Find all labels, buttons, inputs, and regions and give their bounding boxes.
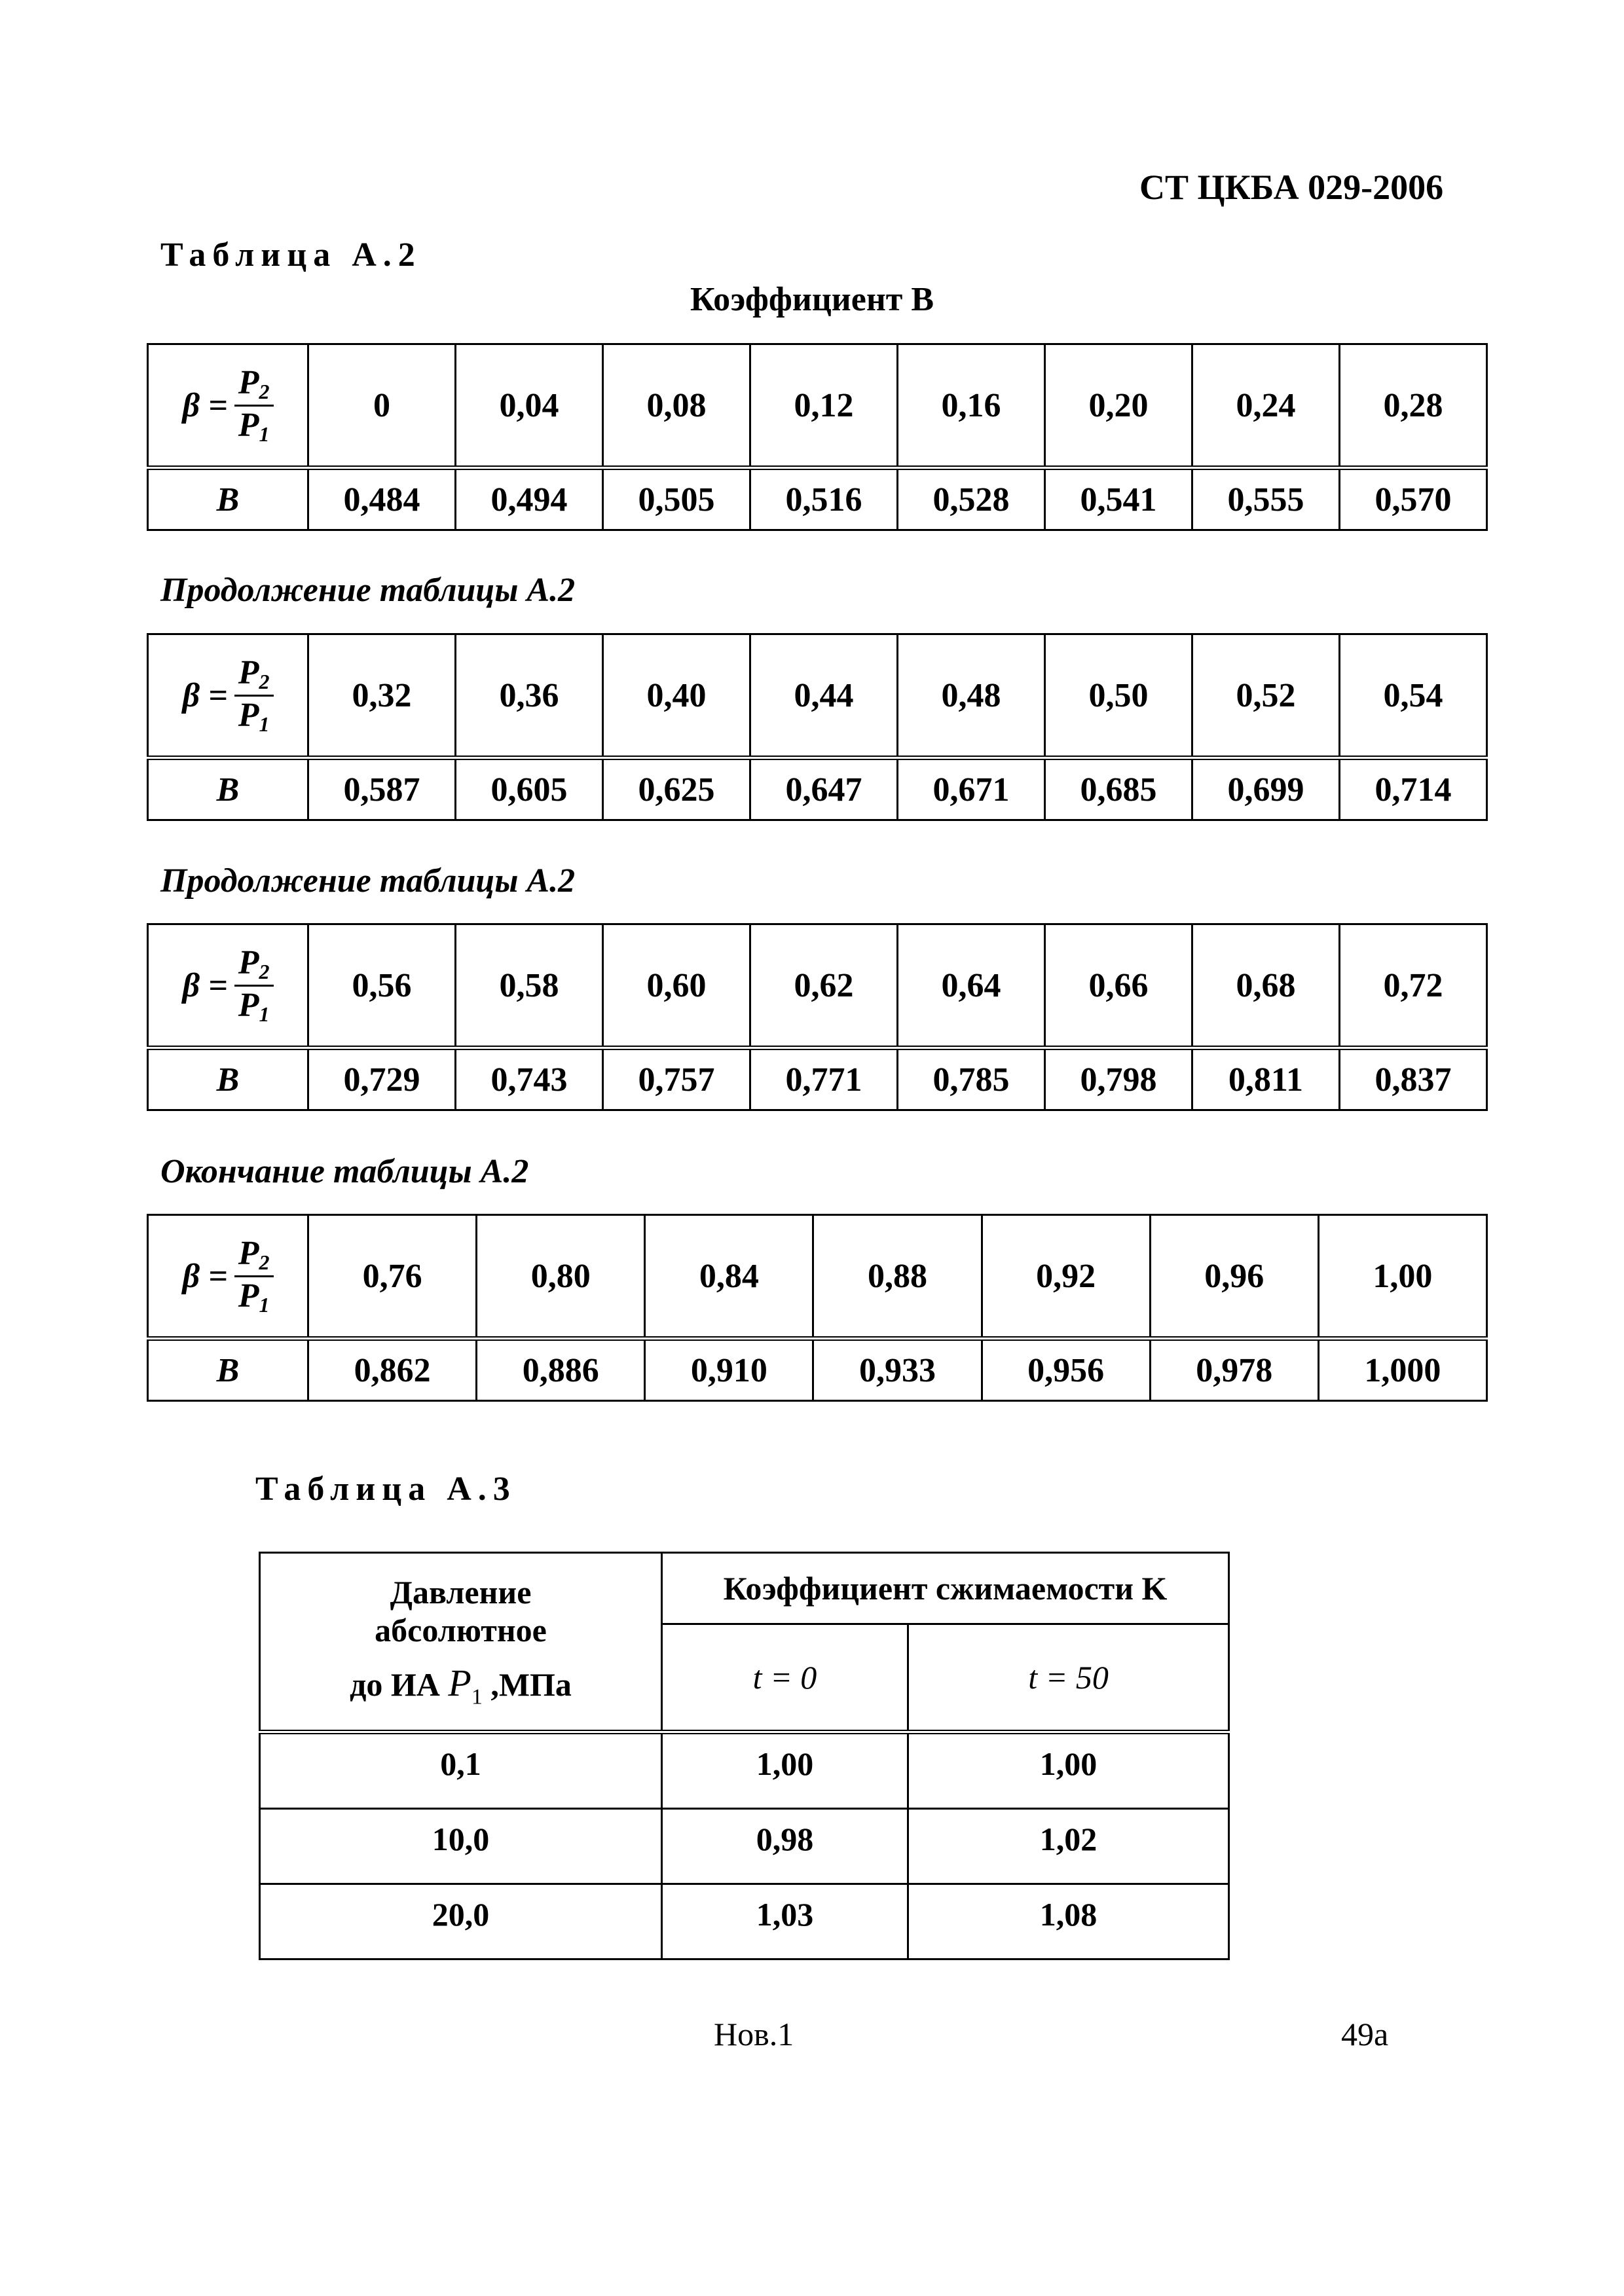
table-a2-part-3 [147,923,1488,1111]
t50-header-cell: t = 50 [908,1624,1229,1732]
b-cell: 0,685 [1045,758,1192,820]
b-cell: 0,528 [898,468,1045,530]
b-row [148,1048,1487,1110]
pressure-cell: 20,0 [260,1884,662,1959]
beta-symbol: β = [182,386,228,424]
table-a2-continuation-caption: Продолжение таблицы А.2 [160,862,576,900]
beta-cell: 0,88 [813,1215,982,1339]
beta-cell: 0,66 [1045,924,1192,1048]
beta-cell: 0,20 [1045,344,1192,468]
beta-symbol: β = [182,676,228,714]
k-t0-cell: 0,98 [662,1809,908,1884]
b-cell: 0,886 [477,1339,645,1401]
k-t50-cell: 1,02 [908,1809,1229,1884]
table-a2-continuation-caption: Продолжение таблицы А.2 [160,572,576,609]
b-cell: 0,978 [1150,1339,1318,1401]
beta-cell: 0,32 [308,634,456,758]
b-cell: 0,647 [750,758,898,820]
beta-header-cell [148,634,308,758]
ratio-numerator: $P_2$ [234,945,274,987]
table-a2-part-1 [147,343,1488,531]
b-cell: 0,714 [1340,758,1487,820]
b-cell: 0,699 [1192,758,1340,820]
beta-cell: 0,54 [1340,634,1487,758]
table-a2-title-text: Коэффициент B [690,281,934,318]
beta-row [148,1215,1487,1339]
pressure-ratio [234,1236,274,1316]
pressure-header-line: абсолютное [375,1612,547,1649]
beta-cell: 0,48 [898,634,1045,758]
table-a2-caption: Таблица А.2 [160,236,422,274]
table-row [260,1884,1229,1959]
table-a2-title [0,280,1624,319]
beta-row [148,634,1487,758]
b-cell: 0,671 [898,758,1045,820]
b-cell: 0,541 [1045,468,1192,530]
table-a3 [259,1552,1230,1960]
beta-cell: 0,58 [456,924,603,1048]
page-number: 49а [1341,2016,1389,2052]
b-cell: 0,605 [456,758,603,820]
k-t50-cell: 1,08 [908,1884,1229,1959]
beta-cell: 0,52 [1192,634,1340,758]
beta-cell: 0,12 [750,344,898,468]
pressure-ratio [234,655,274,735]
b-cell: 0,555 [1192,468,1340,530]
p1-symbol: $P_1$ [448,1662,483,1709]
ratio-denominator: $P_1$ [238,986,270,1026]
beta-cell: 0 [308,344,456,468]
table-row [260,1809,1229,1884]
table-a2-end-caption: Окончание таблицы А.2 [160,1153,529,1190]
pressure-header-line: Давление [390,1574,532,1611]
b-row [148,758,1487,820]
compressibility-header-cell [662,1553,1229,1624]
table-a3-caption: Таблица А.3 [255,1470,517,1508]
b-row [148,468,1487,530]
beta-formula [182,365,273,445]
k-t50-cell: 1,00 [908,1732,1229,1809]
beta-cell: 0,64 [898,924,1045,1048]
beta-cell: 0,76 [308,1215,477,1339]
document-code: СТ ЦКБА 029-2006 [1139,168,1444,207]
b-cell: 0,771 [750,1048,898,1110]
b-cell: 0,505 [603,468,750,530]
k-t0-cell: 1,03 [662,1884,908,1959]
b-cell: 0,910 [645,1339,813,1401]
b-cell: 0,625 [603,758,750,820]
compressibility-header-text: Коэффициент сжимаемости K [723,1570,1168,1607]
ratio-numerator: $P_2$ [234,655,274,697]
beta-formula [182,1236,273,1316]
beta-cell: 0,08 [603,344,750,468]
ratio-denominator: $P_1$ [238,406,270,446]
pressure-header-cell [260,1553,662,1732]
pressure-ratio [234,945,274,1025]
ratio-denominator: $P_1$ [238,1277,270,1317]
beta-header-cell [148,924,308,1048]
t0-header-cell: t = 0 [662,1624,908,1732]
beta-cell: 0,36 [456,634,603,758]
b-cell: 0,837 [1340,1048,1487,1110]
b-header-cell: B [148,758,308,820]
pressure-cell: 10,0 [260,1809,662,1884]
beta-header-cell [148,1215,308,1339]
beta-formula [182,945,273,1025]
b-cell: 0,798 [1045,1048,1192,1110]
b-header-cell: B [148,1048,308,1110]
ratio-numerator: $P_2$ [234,365,274,407]
ratio-denominator: $P_1$ [238,696,270,736]
beta-cell: 0,50 [1045,634,1192,758]
beta-row [148,344,1487,468]
b-cell: 0,484 [308,468,456,530]
revision-note: Нов.1 [714,2016,794,2052]
pressure-ratio [234,365,274,445]
beta-header-cell [148,344,308,468]
b-cell: 1,000 [1318,1339,1486,1401]
ratio-numerator: $P_2$ [234,1236,274,1277]
pressure-header-line: до ИА $P_1$ ,МПа [350,1662,572,1709]
b-cell: 0,743 [456,1048,603,1110]
b-header-cell: B [148,468,308,530]
table-a2-part-2 [147,633,1488,821]
b-cell: 0,956 [982,1339,1150,1401]
b-cell: 0,862 [308,1339,477,1401]
beta-cell: 0,28 [1340,344,1487,468]
beta-cell: 0,80 [477,1215,645,1339]
beta-cell: 0,24 [1192,344,1340,468]
k-t0-cell: 1,00 [662,1732,908,1809]
b-cell: 0,811 [1192,1048,1340,1110]
table-a3-header-row [260,1553,1229,1624]
beta-cell: 0,04 [456,344,603,468]
b-row [148,1339,1487,1401]
beta-cell: 0,84 [645,1215,813,1339]
b-cell: 0,494 [456,468,603,530]
b-header-cell: B [148,1339,308,1401]
b-cell: 0,785 [898,1048,1045,1110]
table-a2-part-4 [147,1214,1488,1402]
beta-cell: 1,00 [1318,1215,1486,1339]
beta-cell: 0,96 [1150,1215,1318,1339]
beta-cell: 0,68 [1192,924,1340,1048]
beta-cell: 0,62 [750,924,898,1048]
beta-cell: 0,44 [750,634,898,758]
beta-cell: 0,56 [308,924,456,1048]
beta-cell: 0,92 [982,1215,1150,1339]
b-cell: 0,757 [603,1048,750,1110]
b-cell: 0,587 [308,758,456,820]
b-cell: 0,933 [813,1339,982,1401]
beta-row [148,924,1487,1048]
table-row [260,1732,1229,1809]
beta-formula [182,655,273,735]
beta-symbol: β = [182,966,228,1004]
b-cell: 0,570 [1340,468,1487,530]
b-cell: 0,729 [308,1048,456,1110]
pressure-cell: 0,1 [260,1732,662,1809]
beta-cell: 0,60 [603,924,750,1048]
beta-symbol: β = [182,1257,228,1295]
b-cell: 0,516 [750,468,898,530]
beta-cell: 0,72 [1340,924,1487,1048]
beta-cell: 0,16 [898,344,1045,468]
beta-cell: 0,40 [603,634,750,758]
